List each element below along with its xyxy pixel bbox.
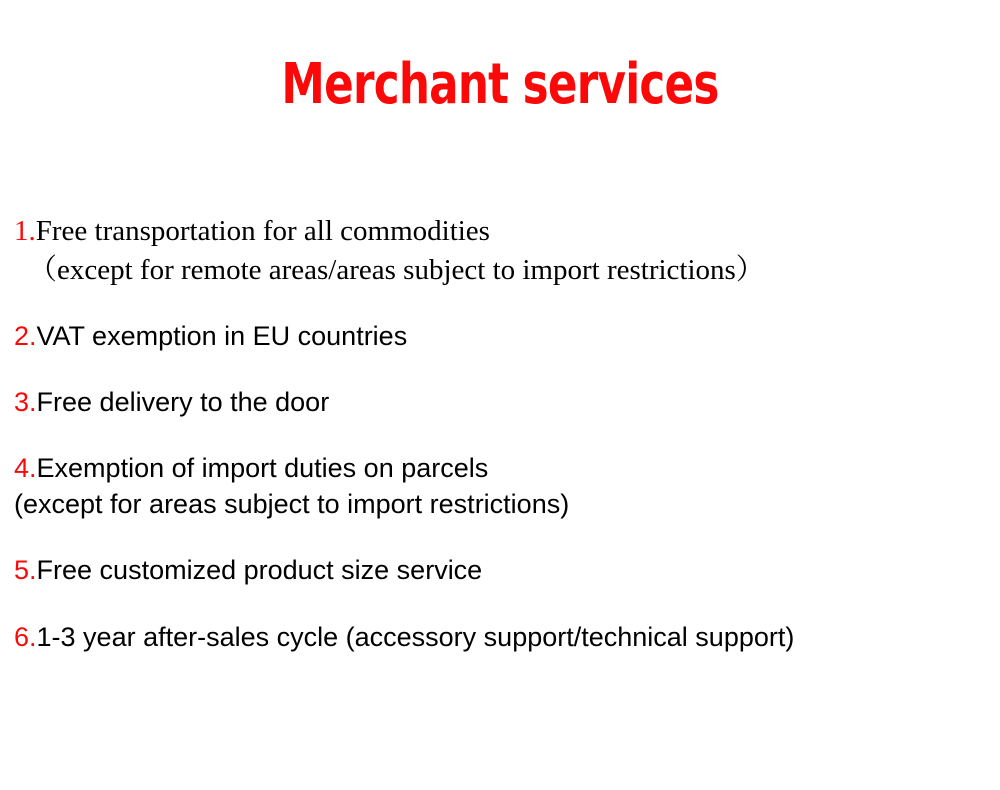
list-item (14, 384, 984, 420)
list-item-subline: （except for remote areas/areas subject to import restrictions） (28, 253, 765, 286)
list-item-number: 1. (14, 215, 36, 247)
list-item-number: 2. (14, 320, 37, 351)
list-item (14, 318, 984, 354)
list-item-number: 6. (14, 621, 37, 652)
list-item-line (14, 552, 984, 588)
list-item-number: 4. (14, 453, 37, 484)
services-list (14, 212, 984, 655)
list-item-line (14, 318, 984, 354)
list-item (14, 450, 984, 522)
list-item-line (14, 212, 984, 251)
list-item-line (14, 450, 984, 486)
list-item-line (14, 619, 984, 655)
list-item-line (14, 384, 984, 420)
list-item (14, 552, 984, 588)
list-item (14, 619, 984, 655)
list-item-text: Free customized product size service (36, 555, 483, 586)
list-item-number: 3. (14, 386, 37, 417)
list-item-text: 1-3 year after-sales cycle (accessory support/technical support) (36, 621, 795, 652)
list-item-number: 5. (14, 555, 37, 586)
page-title: Merchant services (281, 52, 719, 117)
list-item (14, 212, 984, 290)
list-item-subline: (except for areas subject to import restrictions) (14, 489, 570, 520)
list-item-text: Exemption of import duties on parcels (36, 453, 489, 484)
list-item-text: Free delivery to the door (36, 386, 330, 417)
list-item-text: VAT exemption in EU countries (36, 320, 408, 351)
list-item-text: Free transportation for all commodities (35, 215, 490, 247)
